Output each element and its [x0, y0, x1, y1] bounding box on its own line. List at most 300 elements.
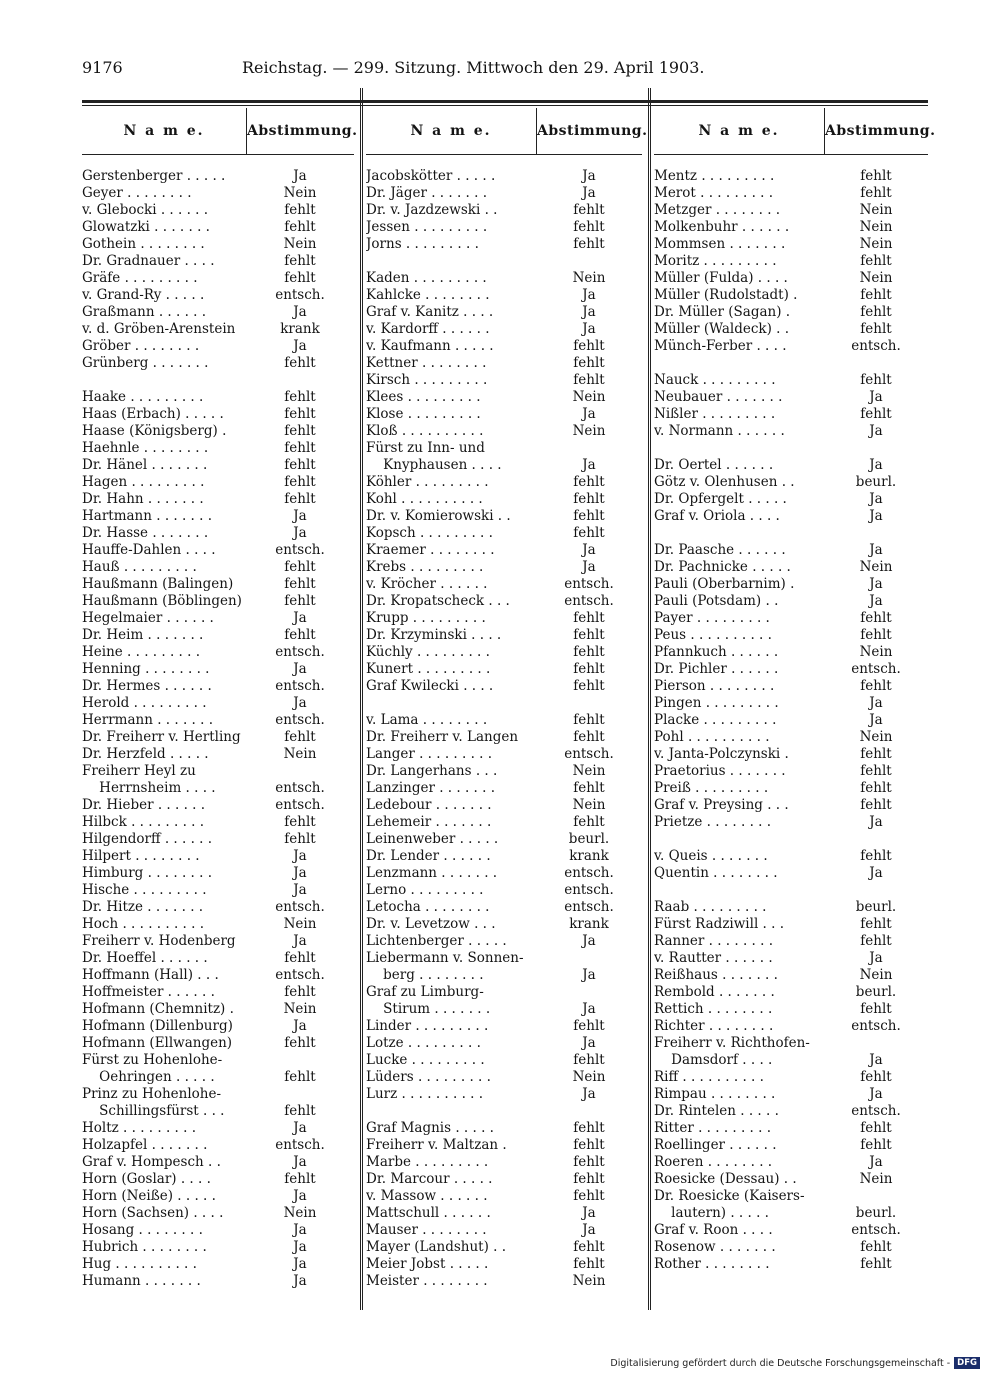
vote-row	[654, 1120, 928, 1137]
vote-value: fehlt	[860, 848, 892, 864]
member-name: Fürst zu Inn- und	[366, 440, 485, 456]
vote-row	[82, 1103, 354, 1120]
member-name: Stirum . . . . . . .	[366, 1001, 491, 1017]
vote-row	[366, 253, 642, 270]
vote-value: Nein	[572, 1069, 606, 1085]
vote-row	[654, 542, 928, 559]
vote-row	[654, 1222, 928, 1239]
vote-row	[82, 797, 354, 814]
vote-row	[366, 678, 642, 695]
member-name: Graßmann . . . . . .	[82, 304, 207, 320]
vote-value: Ja	[293, 1188, 307, 1204]
vote-value: fehlt	[284, 406, 316, 422]
member-name: v. Grand-Ry . . . . .	[82, 287, 205, 303]
member-name: Kaden . . . . . . . . .	[366, 270, 487, 286]
vote-row	[366, 610, 642, 627]
vote-row	[82, 1239, 354, 1256]
member-name: Damsdorf . . . .	[654, 1052, 773, 1068]
member-name: Gothein . . . . . . . .	[82, 236, 205, 252]
member-name: Dr. Langerhans . . .	[366, 763, 498, 779]
vote-value: Ja	[293, 168, 307, 184]
vote-row	[654, 1239, 928, 1256]
vote-header: Abstimmung.	[246, 108, 353, 154]
member-name: Horn (Sachsen) . . . .	[82, 1205, 224, 1221]
vote-row	[82, 321, 354, 338]
member-name: Kettner . . . . . . . .	[366, 355, 487, 371]
column-divider	[360, 88, 363, 1310]
vote-row	[366, 916, 642, 933]
member-name: Hofmann (Dillenburg)	[82, 1018, 233, 1034]
vote-value: entsch.	[275, 780, 325, 796]
vote-row	[654, 457, 928, 474]
member-name: Mattschull . . . . . .	[366, 1205, 491, 1221]
vote-value: entsch.	[275, 899, 325, 915]
vote-value: Ja	[869, 950, 883, 966]
vote-value: fehlt	[860, 287, 892, 303]
column-header	[654, 108, 936, 155]
vote-value: Nein	[572, 423, 606, 439]
vote-row	[654, 491, 928, 508]
vote-value: Ja	[293, 338, 307, 354]
vote-value	[246, 1052, 354, 1069]
vote-value: Ja	[582, 185, 596, 201]
vote-row	[366, 967, 642, 984]
vote-value: fehlt	[573, 1171, 605, 1187]
vote-value: entsch.	[275, 797, 325, 813]
member-name: Hug . . . . . . . . . .	[82, 1256, 197, 1272]
member-name: Dr. Opfergelt . . . . .	[654, 491, 787, 507]
vote-value: Ja	[869, 695, 883, 711]
vote-row	[82, 831, 354, 848]
vote-row	[82, 593, 354, 610]
vote-row	[366, 1103, 642, 1120]
member-name: Ranner . . . . . . . .	[654, 933, 774, 949]
vote-row	[82, 1273, 354, 1290]
member-name: Knyphausen . . . .	[366, 457, 502, 473]
vote-row	[82, 1256, 354, 1273]
vote-row	[82, 950, 354, 967]
member-name: Lanzinger . . . . . . .	[366, 780, 495, 796]
member-name: Fürst Radziwill . . .	[654, 916, 785, 932]
vote-row	[366, 1069, 642, 1086]
vote-value: Ja	[293, 1154, 307, 1170]
vote-value: fehlt	[284, 355, 316, 371]
vote-value: fehlt	[860, 304, 892, 320]
vote-value: krank	[569, 848, 609, 864]
vote-row	[366, 644, 642, 661]
member-name: Mommsen . . . . . . .	[654, 236, 786, 252]
vote-row	[82, 627, 354, 644]
vote-row	[654, 338, 928, 355]
vote-value	[246, 372, 354, 389]
member-name: Gröber . . . . . . . .	[82, 338, 200, 354]
vote-row	[82, 287, 354, 304]
vote-row	[654, 440, 928, 457]
vote-row	[366, 559, 642, 576]
vote-value	[824, 525, 928, 542]
vote-value: Ja	[582, 304, 596, 320]
vote-value: Ja	[293, 933, 307, 949]
vote-value: Nein	[283, 1001, 317, 1017]
vote-row	[654, 423, 928, 440]
member-name: Freiherr v. Hodenberg	[82, 933, 236, 949]
vote-value: Ja	[869, 576, 883, 592]
vote-row	[654, 763, 928, 780]
vote-value: Ja	[293, 508, 307, 524]
vote-column-1	[82, 100, 358, 1289]
member-name: Grünberg . . . . . . .	[82, 355, 209, 371]
vote-row	[82, 423, 354, 440]
member-name: Quentin . . . . . . . .	[654, 865, 778, 881]
vote-row	[82, 644, 354, 661]
member-name: Dr. Herzfeld . . . . .	[82, 746, 209, 762]
vote-row	[654, 525, 928, 542]
vote-value: entsch.	[275, 967, 325, 983]
vote-row	[366, 865, 642, 882]
vote-value	[536, 253, 642, 270]
member-name: v. Normann . . . . . .	[654, 423, 785, 439]
vote-row	[82, 848, 354, 865]
member-name: Freiherr v. Richthofen-	[654, 1035, 810, 1051]
member-name: Haase (Königsberg) .	[82, 423, 227, 439]
vote-value: fehlt	[284, 984, 316, 1000]
vote-value: Ja	[582, 967, 596, 983]
member-name: Horn (Goslar) . . . .	[82, 1171, 211, 1187]
vote-value: beurl.	[855, 899, 897, 915]
vote-row	[82, 780, 354, 797]
vote-value: fehlt	[573, 644, 605, 660]
member-name: v. Rautter . . . . . .	[654, 950, 773, 966]
vote-row	[366, 1120, 642, 1137]
member-name: Lüders . . . . . . . . .	[366, 1069, 491, 1085]
vote-row	[366, 1137, 642, 1154]
vote-value: Nein	[859, 644, 893, 660]
vote-value: fehlt	[573, 678, 605, 694]
vote-row	[366, 576, 642, 593]
vote-row	[366, 933, 642, 950]
vote-row	[82, 1120, 354, 1137]
member-name: Krebs . . . . . . . . .	[366, 559, 484, 575]
vote-value: Nein	[283, 185, 317, 201]
member-name: Peus . . . . . . . . . .	[654, 627, 772, 643]
vote-row	[654, 1018, 928, 1035]
vote-row	[366, 542, 642, 559]
vote-value: Nein	[859, 236, 893, 252]
vote-column-2	[366, 100, 648, 1289]
member-name: Pohl . . . . . . . . . .	[654, 729, 770, 745]
member-name: Dr. Hitze . . . . . . .	[82, 899, 204, 915]
vote-value: Ja	[582, 321, 596, 337]
member-name: Müller (Waldeck) . .	[654, 321, 790, 337]
column-header	[82, 108, 358, 155]
member-name: Humann . . . . . . .	[82, 1273, 201, 1289]
vote-value: fehlt	[284, 423, 316, 439]
member-name: Pfannkuch . . . . . .	[654, 644, 779, 660]
vote-value: Nein	[572, 797, 606, 813]
vote-value: fehlt	[860, 933, 892, 949]
page-number: 9176	[82, 58, 123, 77]
column-header	[366, 108, 648, 155]
member-name: Lehemeir . . . . . . .	[366, 814, 492, 830]
member-name: Pauli (Oberbarnim) .	[654, 576, 795, 592]
vote-value: fehlt	[860, 1120, 892, 1136]
vote-row	[82, 270, 354, 287]
vote-row	[654, 406, 928, 423]
vote-row	[366, 372, 642, 389]
vote-row	[82, 899, 354, 916]
vote-value: entsch.	[851, 1103, 901, 1119]
vote-value: fehlt	[573, 627, 605, 643]
vote-value: Ja	[869, 712, 883, 728]
vote-row	[82, 185, 354, 202]
member-name: Glowatzki . . . . . . .	[82, 219, 210, 235]
vote-row	[366, 321, 642, 338]
vote-value: fehlt	[573, 474, 605, 490]
vote-value: Ja	[293, 1273, 307, 1289]
vote-row	[654, 865, 928, 882]
member-name: Placke . . . . . . . . .	[654, 712, 777, 728]
vote-value: Nein	[283, 916, 317, 932]
vote-row	[654, 882, 928, 899]
vote-value: Ja	[869, 423, 883, 439]
member-name: Preiß . . . . . . . . .	[654, 780, 769, 796]
vote-value: Nein	[572, 389, 606, 405]
vote-value: Ja	[293, 1222, 307, 1238]
vote-value: fehlt	[573, 729, 605, 745]
member-name	[654, 831, 824, 848]
member-name: Herrnsheim . . . .	[82, 780, 216, 796]
vote-row	[366, 848, 642, 865]
member-name: Dr. Gradnauer . . . .	[82, 253, 215, 269]
vote-row	[366, 287, 642, 304]
vote-value: Nein	[859, 219, 893, 235]
vote-row	[82, 355, 354, 372]
vote-value: Ja	[293, 1120, 307, 1136]
vote-row	[654, 1103, 928, 1120]
vote-value: Ja	[582, 287, 596, 303]
vote-row	[82, 491, 354, 508]
vote-row	[82, 1001, 354, 1018]
member-name: Freiherr v. Maltzan .	[366, 1137, 507, 1153]
member-name: Jessen . . . . . . . . .	[366, 219, 488, 235]
vote-header: Abstimmung.	[536, 108, 641, 154]
vote-value: Ja	[582, 406, 596, 422]
member-name	[654, 882, 824, 899]
vote-value: Ja	[293, 865, 307, 881]
member-name: Heine . . . . . . . . .	[82, 644, 201, 660]
vote-value: fehlt	[860, 321, 892, 337]
vote-value: fehlt	[284, 202, 316, 218]
vote-row	[654, 1154, 928, 1171]
member-name: Dr. v. Komierowski . .	[366, 508, 511, 524]
vote-value: fehlt	[573, 219, 605, 235]
vote-row	[366, 474, 642, 491]
vote-value: fehlt	[860, 1137, 892, 1153]
vote-row	[366, 168, 642, 185]
vote-row	[82, 219, 354, 236]
vote-value: Nein	[859, 559, 893, 575]
vote-value	[536, 984, 642, 1001]
member-name: Horn (Neiße) . . . . .	[82, 1188, 216, 1204]
vote-value: Ja	[869, 865, 883, 881]
vote-value: entsch.	[275, 678, 325, 694]
member-name: Hilpert . . . . . . . .	[82, 848, 200, 864]
vote-value: Nein	[859, 202, 893, 218]
vote-value: fehlt	[573, 202, 605, 218]
vote-row	[82, 882, 354, 899]
vote-row	[366, 627, 642, 644]
vote-value: fehlt	[573, 1188, 605, 1204]
vote-value: entsch.	[275, 644, 325, 660]
vote-row	[366, 440, 642, 457]
member-name: Hauffe-Dahlen . . . .	[82, 542, 216, 558]
member-name: Herrmann . . . . . . .	[82, 712, 213, 728]
member-name	[366, 695, 536, 712]
name-header: N a m e.	[698, 123, 780, 139]
member-name: Kahlcke . . . . . . . .	[366, 287, 490, 303]
member-name: Hauß . . . . . . . . .	[82, 559, 197, 575]
vote-row	[82, 406, 354, 423]
vote-value: entsch.	[851, 338, 901, 354]
vote-row	[82, 576, 354, 593]
vote-row	[654, 168, 928, 185]
vote-row	[654, 916, 928, 933]
member-name: Lurz . . . . . . . . . .	[366, 1086, 484, 1102]
vote-row	[82, 984, 354, 1001]
member-name: Roesicke (Dessau) . .	[654, 1171, 797, 1187]
member-name: Gerstenberger . . . . .	[82, 168, 226, 184]
vote-value: fehlt	[860, 780, 892, 796]
member-name: Prinz zu Hohenlohe-	[82, 1086, 222, 1102]
vote-value: entsch.	[275, 1137, 325, 1153]
vote-value: fehlt	[284, 593, 316, 609]
member-name: Hofmann (Chemnitz) .	[82, 1001, 234, 1017]
vote-value: fehlt	[284, 627, 316, 643]
vote-row	[654, 508, 928, 525]
member-name: v. Massow . . . . . .	[366, 1188, 488, 1204]
vote-row	[366, 712, 642, 729]
member-name: Gräfe . . . . . . . . .	[82, 270, 198, 286]
vote-row	[366, 797, 642, 814]
member-name: Raab . . . . . . . . .	[654, 899, 767, 915]
member-name: Dr. Müller (Sagan) .	[654, 304, 791, 320]
vote-value: Ja	[869, 1086, 883, 1102]
vote-value: fehlt	[284, 729, 316, 745]
member-name: Hofmann (Ellwangen)	[82, 1035, 233, 1051]
vote-row	[366, 202, 642, 219]
vote-value: fehlt	[860, 253, 892, 269]
member-name: Lotze . . . . . . . . .	[366, 1035, 481, 1051]
vote-row	[82, 202, 354, 219]
vote-row	[654, 814, 928, 831]
vote-row	[654, 1035, 928, 1052]
vote-row	[654, 474, 928, 491]
vote-row	[82, 746, 354, 763]
vote-value: fehlt	[284, 219, 316, 235]
vote-value: Ja	[293, 525, 307, 541]
vote-row	[654, 287, 928, 304]
member-name: Dr. Hermes . . . . . .	[82, 678, 212, 694]
member-name: Roellinger . . . . . .	[654, 1137, 777, 1153]
vote-value: fehlt	[284, 950, 316, 966]
page-header	[82, 58, 928, 82]
vote-value: fehlt	[860, 627, 892, 643]
vote-value: Ja	[582, 542, 596, 558]
vote-row	[82, 1035, 354, 1052]
vote-value: Nein	[283, 746, 317, 762]
column-divider	[648, 88, 651, 1310]
vote-value: Nein	[572, 1273, 606, 1289]
vote-row	[654, 1137, 928, 1154]
member-name: Leinenweber . . . . .	[366, 831, 499, 847]
member-name: Pauli (Potsdam) . .	[654, 593, 779, 609]
vote-row	[366, 593, 642, 610]
member-name: Dr. Paasche . . . . . .	[654, 542, 786, 558]
vote-value: fehlt	[284, 253, 316, 269]
vote-row	[82, 678, 354, 695]
vote-value: Nein	[572, 270, 606, 286]
member-name: Rimpau . . . . . . . .	[654, 1086, 776, 1102]
vote-value: fehlt	[573, 372, 605, 388]
member-name: Dr. Pichler . . . . . .	[654, 661, 779, 677]
vote-value: entsch.	[275, 712, 325, 728]
vote-value: entsch.	[564, 746, 614, 762]
member-name: v. Kaufmann . . . . .	[366, 338, 494, 354]
vote-value: Ja	[582, 933, 596, 949]
vote-value: Ja	[582, 457, 596, 473]
vote-value: Ja	[869, 814, 883, 830]
vote-row	[654, 950, 928, 967]
member-name: Mentz . . . . . . . . .	[654, 168, 775, 184]
name-header: N a m e.	[410, 123, 492, 139]
vote-row	[366, 950, 642, 967]
member-name: Graf v. Roon . . . .	[654, 1222, 773, 1238]
member-name: Hoffmann (Hall) . . .	[82, 967, 219, 983]
member-name: v. Queis . . . . . . .	[654, 848, 768, 864]
vote-row	[82, 457, 354, 474]
vote-row	[82, 1137, 354, 1154]
member-name: Roeren . . . . . . . .	[654, 1154, 773, 1170]
vote-value: fehlt	[573, 712, 605, 728]
vote-value: fehlt	[284, 814, 316, 830]
vote-row	[654, 372, 928, 389]
vote-value: fehlt	[573, 236, 605, 252]
vote-value	[536, 1103, 642, 1120]
member-name: Graf zu Limburg-	[366, 984, 484, 1000]
vote-value: Ja	[293, 1239, 307, 1255]
vote-row	[82, 304, 354, 321]
member-name: Haake . . . . . . . . .	[82, 389, 204, 405]
member-name: Müller (Fulda) . . . .	[654, 270, 788, 286]
vote-row	[654, 899, 928, 916]
vote-value	[824, 1035, 928, 1052]
member-name: Holtz . . . . . . . . .	[82, 1120, 196, 1136]
name-header: N a m e.	[123, 123, 205, 139]
vote-value: entsch.	[275, 287, 325, 303]
vote-row	[82, 1222, 354, 1239]
member-name: Dr. Jäger . . . . . . .	[366, 185, 487, 201]
vote-value: Ja	[293, 304, 307, 320]
vote-value: Ja	[869, 457, 883, 473]
member-name: Fürst zu Hohenlohe-	[82, 1052, 223, 1068]
vote-row	[82, 1052, 354, 1069]
member-name: Praetorius . . . . . . .	[654, 763, 786, 779]
vote-value: entsch.	[275, 542, 325, 558]
vote-row	[654, 780, 928, 797]
vote-value: fehlt	[573, 1154, 605, 1170]
vote-row	[654, 355, 928, 372]
vote-value: fehlt	[573, 338, 605, 354]
